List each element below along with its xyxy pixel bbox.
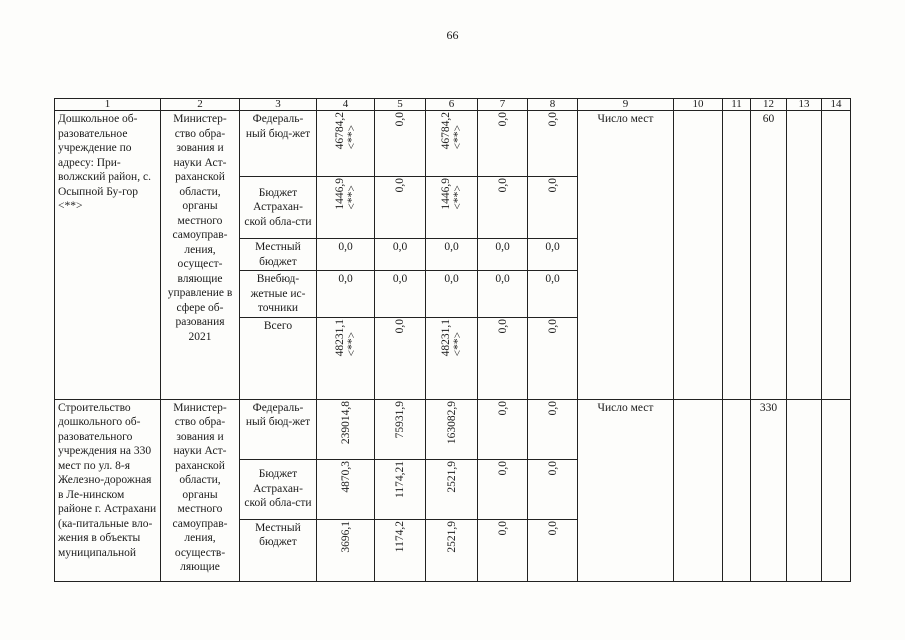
funding-source: Местный бюджет [240,519,317,581]
column-header: 7 [478,99,528,111]
value-cell [317,459,375,519]
value-cell [528,177,578,239]
value-cell [426,519,478,581]
responsible-executor: Министер-ство обра-зования и науки Аст-раханской области, органы местного самоуправ-ления, осуществ-ляющие [161,399,240,581]
column-header: 4 [317,99,375,111]
column-header: 12 [751,99,787,111]
footnote-mark: <**> [345,331,358,356]
value-cell [375,177,426,239]
value-cell [317,111,375,177]
value-cell [426,317,478,399]
value-cell [317,317,375,399]
amount-value: 0,0 [496,178,509,193]
amount-value: 1174,21 [394,460,406,498]
column-header: 6 [426,99,478,111]
value-cell [478,177,528,239]
value-cell [528,519,578,581]
value-cell [528,111,578,177]
footnote-mark: <**> [451,124,464,150]
funding-source: Бюджет Астрахан-ской обла-сти [240,177,317,239]
value-cell [426,399,478,459]
amount-value: 2521,9 [445,460,458,493]
indicator-target: 60 [751,111,787,400]
value-cell [478,459,528,519]
empty-cell [787,111,822,400]
empty-cell [723,111,751,400]
amount-value: 4870,3 [339,460,352,493]
value-cell [478,111,528,177]
value-cell [375,317,426,399]
column-header: 11 [723,99,751,111]
footnote-mark: <**> [345,124,358,150]
amount-value: 0,0 [375,239,426,271]
amount-value: 0,0 [546,318,559,333]
column-header: 5 [375,99,426,111]
empty-cell [822,111,851,400]
amount-value: 46784,2 [439,112,452,150]
amount-value: 3696,1 [339,520,352,553]
value-cell [375,519,426,581]
amount-value: 0,0 [528,271,578,318]
amount-value: 48231,1 [333,318,346,356]
budget-table [54,98,851,582]
amount-value: 0,0 [546,520,559,535]
amount-value: 0,0 [546,460,559,475]
amount-value: 0,0 [496,400,509,415]
value-cell [478,317,528,399]
amount-value: 1446,9 [439,178,452,210]
value-cell [528,317,578,399]
project-name: Дошкольное об-разовательное учреждение по адресу: При-волжский район, с. Осыпной Бу-гор <**> [55,111,161,400]
amount-value: 0,0 [394,318,406,333]
amount-value: 0,0 [478,239,528,271]
value-cell [375,459,426,519]
value-cell [478,519,528,581]
indicator-name: Число мест [578,399,674,581]
amount-value: 1174,2 [394,520,406,552]
funding-source: Федераль-ный бюд-жет [240,111,317,177]
amount-value: 0,0 [317,271,375,318]
value-cell [528,399,578,459]
column-header: 1 [55,99,161,111]
value-cell [317,399,375,459]
footnote-mark: <**> [345,185,358,210]
indicator-name: Число мест [578,111,674,400]
amount-value: 0,0 [496,112,509,127]
value-cell [478,399,528,459]
amount-value: 0,0 [426,239,478,271]
column-header: 8 [528,99,578,111]
table-row [55,399,851,459]
empty-cell [674,111,723,400]
amount-value: 2521,9 [445,520,458,553]
page-number: 66 [446,28,459,42]
empty-cell [723,399,751,581]
project-name: Строительство дошкольного об-разовательного учреждения на 330 мест по ул. 8-я Железно-дорожная в Ле-нинском районе г. Астрахани (ка-питальные вло-жения в объекты муниципальной [55,399,161,581]
amount-value: 163082,9 [445,400,458,444]
amount-value: 0,0 [496,460,509,475]
amount-value: 0,0 [546,400,559,415]
value-cell [426,111,478,177]
value-cell [317,519,375,581]
amount-value: 0,0 [426,271,478,318]
amount-value: 0,0 [496,318,509,333]
funding-source: Федераль-ный бюд-жет [240,399,317,459]
value-cell [426,177,478,239]
column-header: 3 [240,99,317,111]
column-number-row [55,99,851,111]
amount-value: 0,0 [317,239,375,271]
amount-value: 239014,8 [339,400,352,444]
funding-source: Всего [240,317,317,399]
funding-source: Местный бюджет [240,239,317,271]
funding-source: Внебюд-жетные ис-точники [240,271,317,318]
amount-value: 0,0 [528,239,578,271]
empty-cell [822,399,851,581]
amount-value: 0,0 [394,112,406,127]
empty-cell [674,399,723,581]
value-cell [528,459,578,519]
amount-value: 1446,9 [333,178,346,210]
value-cell [426,459,478,519]
column-header: 14 [822,99,851,111]
table-row [55,111,851,177]
responsible-executor: Министер-ство обра-зования и науки Аст-раханской области, органы местного самоуправ-ления, осущест-вляющие управление в сфере об-разования 2021 [161,111,240,400]
amount-value: 0,0 [478,271,528,318]
column-header: 2 [161,99,240,111]
amount-value: 0,0 [546,178,559,193]
amount-value: 0,0 [546,112,559,127]
footnote-mark: <**> [451,185,464,210]
amount-value: 0,0 [375,271,426,318]
amount-value: 0,0 [394,178,406,193]
column-header: 13 [787,99,822,111]
amount-value: 75931,9 [394,400,406,438]
funding-source: Бюджет Астрахан-ской обла-сти [240,459,317,519]
column-header: 9 [578,99,674,111]
amount-value: 46784,2 [333,112,346,150]
value-cell [317,177,375,239]
indicator-target: 330 [751,399,787,581]
amount-value: 0,0 [496,520,509,535]
footnote-mark: <**> [451,331,464,356]
value-cell [375,111,426,177]
empty-cell [787,399,822,581]
amount-value: 48231,1 [439,318,452,356]
column-header: 10 [674,99,723,111]
value-cell [375,399,426,459]
